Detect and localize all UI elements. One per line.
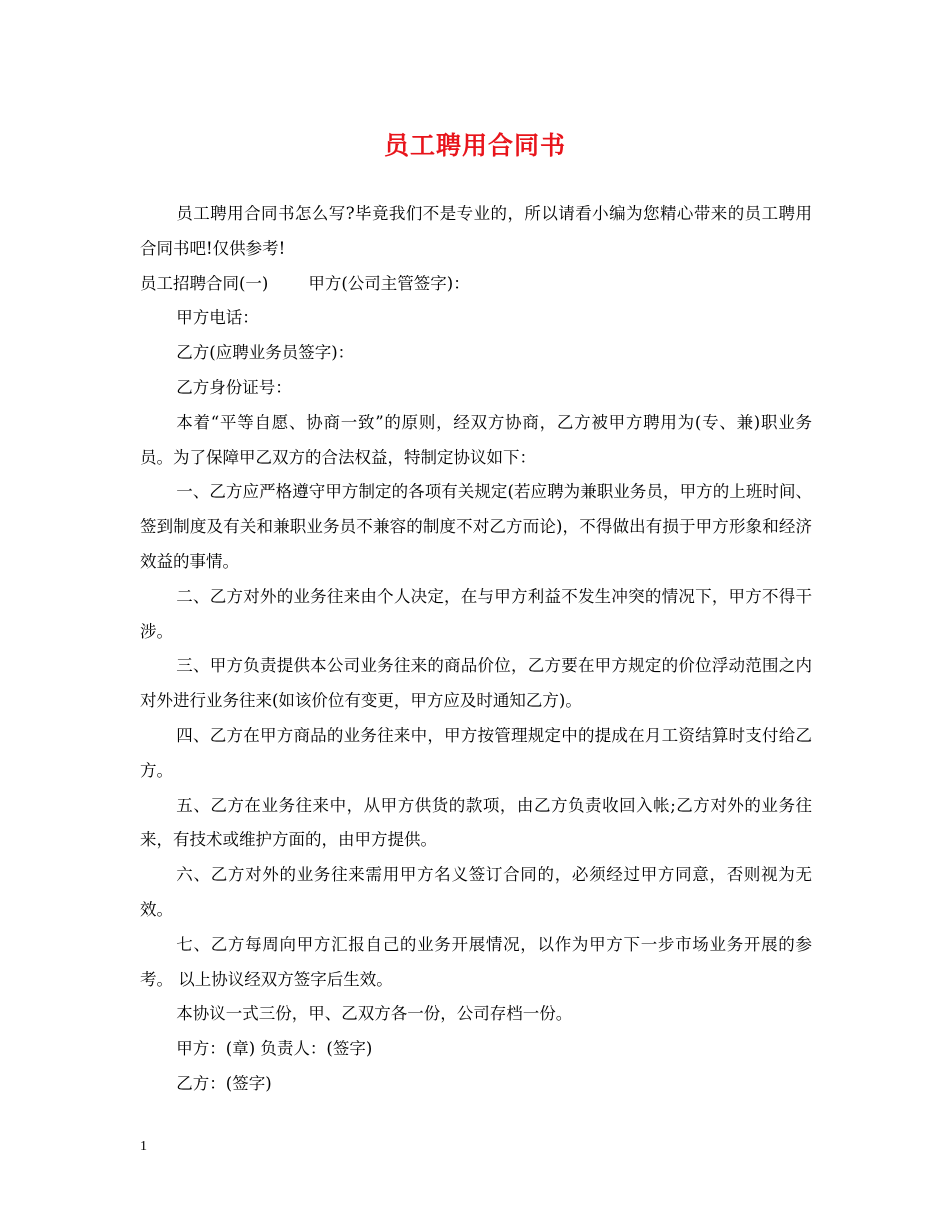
contract-heading-line [140,267,812,302]
contract-heading: 员工招聘合同(一) [140,273,269,293]
clause-2: 二、乙方对外的业务往来由个人决定，在与甲方利益不发生冲突的情况下，甲方不得干涉。 [140,586,812,641]
preamble-paragraph: 本着“平等自愿、协商一致”的原则，经双方协商，乙方被甲方聘用为(专、兼)职业务员。为了保障甲乙双方的合法权益，特制定协议如下： [140,412,812,467]
party-b-signature-label: 乙方(应聘业务员签字)： [176,343,355,363]
page-number: 1 [140,1139,147,1154]
party-b-id-label: 乙方身份证号： [176,377,292,397]
party-a-phone-label: 甲方电话： [176,308,259,328]
document-body [140,197,812,1102]
clause-5: 五、乙方在业务往来中，从甲方供货的款项，由乙方负责收回入帐;乙方对外的业务往来，有技术或维护方面的，由甲方提供。 [140,795,812,850]
copies-note: 本协议一式三份，甲、乙双方各一份，公司存档一份。 [176,1004,573,1024]
clause-7: 七、乙方每周向甲方汇报自己的业务开展情况，以作为甲方下一步市场业务开展的参考。 以上协议经双方签字后生效。 [140,934,812,989]
clause-1: 一、乙方应严格遵守甲方制定的各项有关规定(若应聘为兼职业务员，甲方的上班时间、签到制度及有关和兼职业务员不兼容的制度不对乙方而论)，不得做出有损于甲方形象和经济效益的事情。 [140,482,812,571]
party-a-signature-label: 甲方(公司主管签字)： [308,273,470,293]
party-a-seal-line: 甲方：(章) 负责人：(签字) [176,1039,373,1059]
clause-3: 三、甲方负责提供本公司业务往来的商品价位，乙方要在甲方规定的价位浮动范围之内对外进行业务往来(如该价位有变更，甲方应及时通知乙方)。 [140,656,812,711]
clause-4: 四、乙方在甲方商品的业务往来中，甲方按管理规定中的提成在月工资结算时支付给乙方。 [140,725,812,780]
intro-paragraph: 员工聘用合同书怎么写?毕竟我们不是专业的，所以请看小编为您精心带来的员工聘用合同书吧!仅供参考! [140,204,812,258]
party-b-sign-line: 乙方：(签字) [176,1073,272,1093]
document-title: 员工聘用合同书 [383,131,566,160]
clause-6: 六、乙方对外的业务往来需用甲方名义签订合同的，必须经过甲方同意，否则视为无效。 [140,865,812,919]
